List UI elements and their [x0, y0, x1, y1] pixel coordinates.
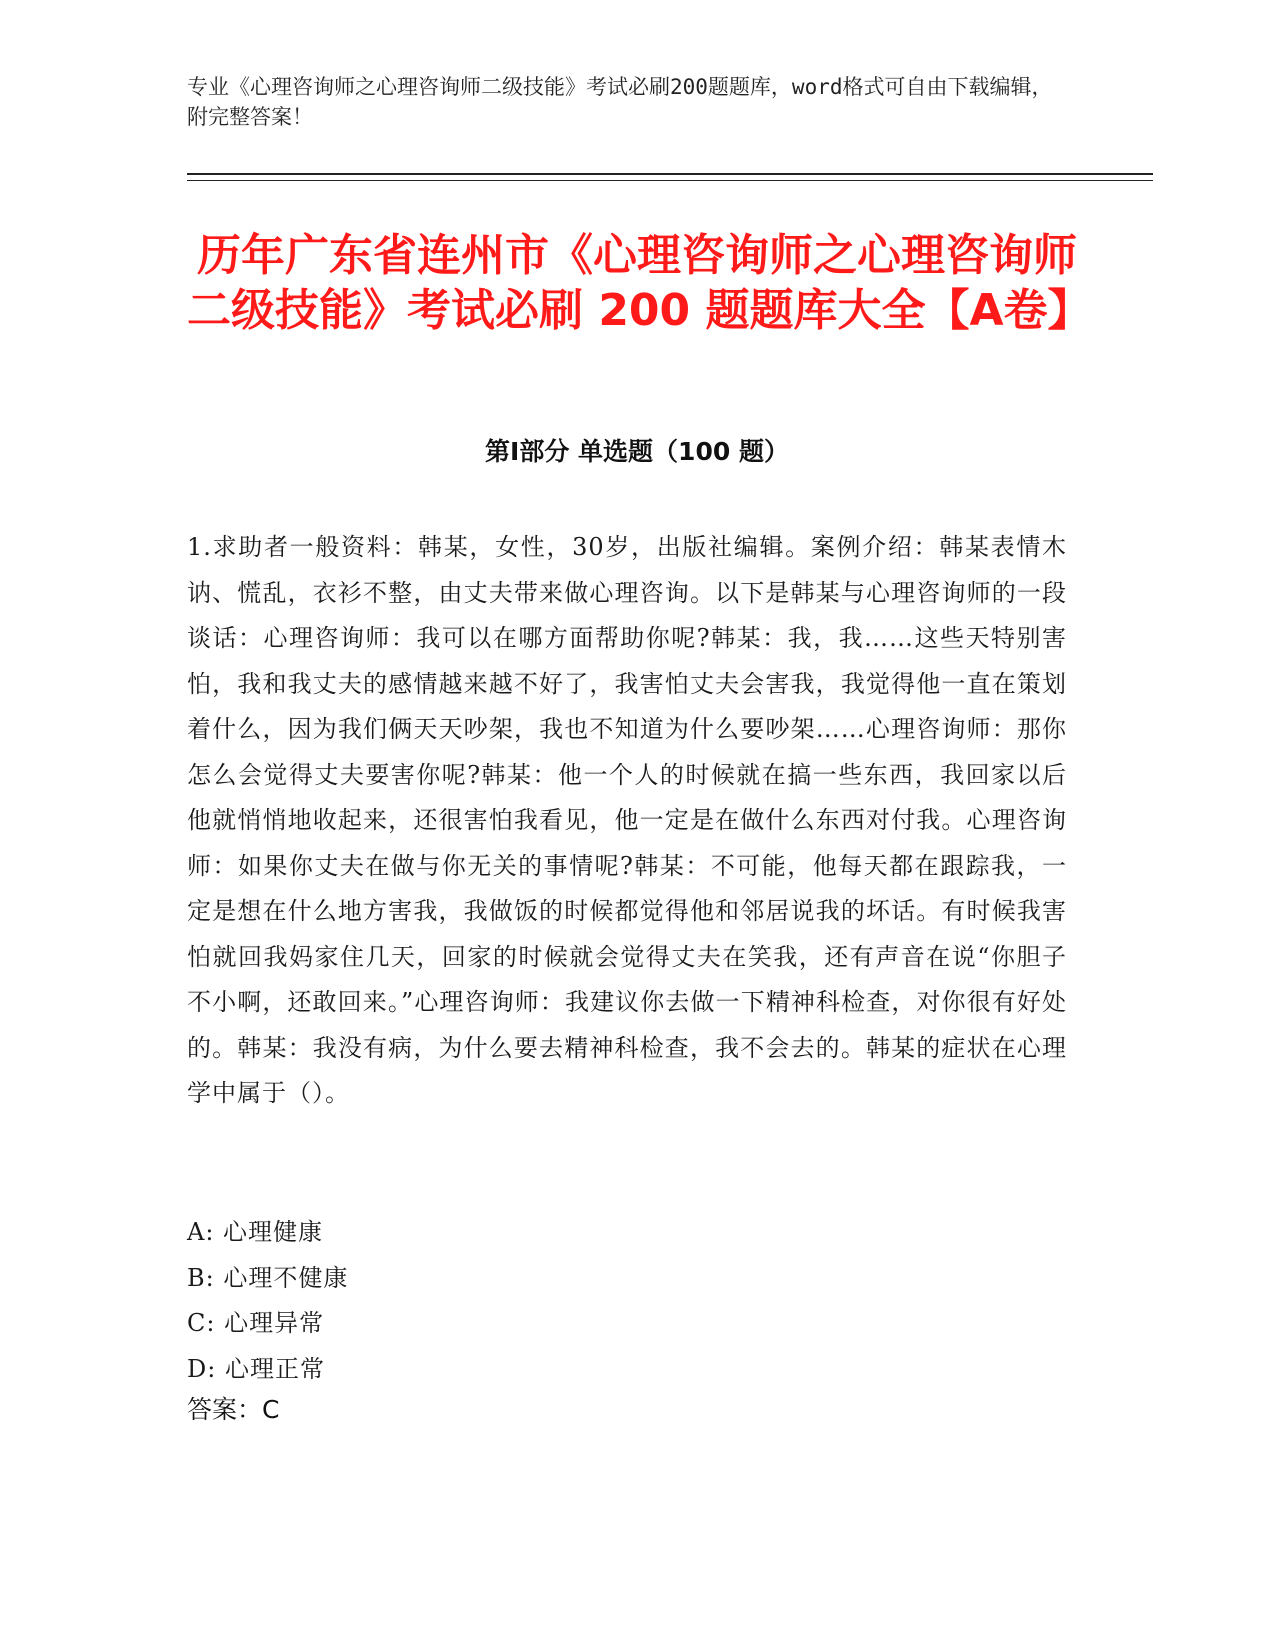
option-a: A: 心理健康 [187, 1218, 324, 1246]
header-note: 专业《心理咨询师之心理咨询师二级技能》考试必刷200题题库，word格式可自由下载编辑，附完整答案！ [187, 75, 1053, 129]
options-list [187, 1210, 1067, 1392]
option-b: B: 心理不健康 [187, 1263, 349, 1292]
section-heading: 第Ⅰ部分 单选题（100 题） [485, 437, 789, 466]
option-d: D: 心理正常 [187, 1354, 325, 1383]
answer-text: 答案：C [187, 1395, 280, 1424]
question-text: 1.求助者一般资料：韩某，女性，30岁，出版社编辑。案例介绍：韩某表情木讷、慌乱，衣衫不整，由丈夫带来做心理咨询。以下是韩某与心理咨询师的一段谈话：心理咨询师：我可以在哪方面帮助你呢?韩某：我，我……这些天特别害怕，我和我丈夫的感情越来越不好了，我害怕丈夫会害我，我觉得他一直在策划着什么，因为我们俩天天吵架，我也不知道为什么要吵架……心理咨询师：那你怎么会觉得丈夫要害你呢?韩某：他一个人的时候就在搞一些东西，我回家以后他就悄悄地收起来，还很害怕我看见，他一定是在做什么东西对付我。心理咨询师：如果你丈夫在做与你无关的事情呢?韩某：不可能，他每天都在跟踪我，一定是想在什么地方害我，我做饭的时候都觉得他和邻居说我的坏话。有时候我害怕就回我妈家住几天，回家的时候就会觉得丈夫在笑我，还有声音在说“你胆子不小啊，还敢回来。”心理咨询师：我建议你去做一下精神科检查，对你很有好处的。韩某：我没有病，为什么要去精神科检查，我不会去的。韩某的症状在心理学中属于（）。 [187, 533, 1067, 1107]
header-divider-thick [187, 173, 1153, 175]
document-title: 历年广东省连州市《心理咨询师之心理咨询师二级技能》考试必刷 200 题题库大全【A卷】 [187, 230, 1092, 336]
header-divider-thin [187, 180, 1153, 181]
option-c: C: 心理异常 [187, 1309, 325, 1337]
